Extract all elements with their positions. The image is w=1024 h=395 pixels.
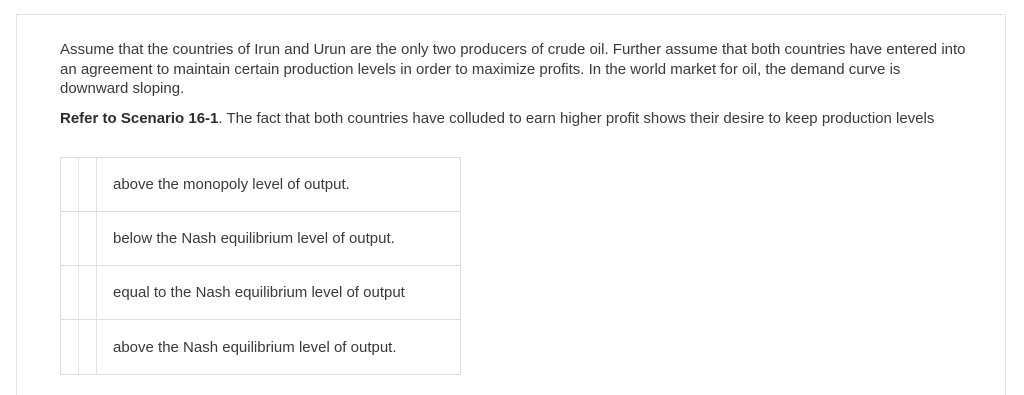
answer-option-label: above the Nash equilibrium level of output. <box>113 338 397 356</box>
scenario-reference: Refer to Scenario 16-1 <box>60 109 219 127</box>
option-strike-cell[interactable] <box>79 320 97 374</box>
answer-option-4[interactable] <box>61 320 460 374</box>
answer-option-2[interactable] <box>61 212 460 266</box>
answer-option-label: equal to the Nash equilibrium level of output <box>113 284 405 301</box>
answer-option-1[interactable] <box>61 158 460 212</box>
option-select-cell[interactable] <box>61 158 79 211</box>
question-prompt <box>60 109 970 129</box>
answer-option-3[interactable] <box>61 266 460 320</box>
question-prompt-text: . The fact that both countries have colluded to earn higher profit shows their desire to keep production levels <box>218 109 935 127</box>
option-strike-cell[interactable] <box>79 266 97 319</box>
option-select-cell[interactable] <box>61 212 79 265</box>
question-intro: Assume that the countries of Irun and Urun are the only two producers of crude oil. Further assume that both countries have entered into an agreement to maintain certain production levels in order to maximize profits. In the world market for oil, the demand curve is downward sloping. <box>60 41 966 97</box>
option-select-cell[interactable] <box>61 320 79 374</box>
answer-option-label: below the Nash equilibrium level of output. <box>113 230 395 247</box>
answer-option-label: above the monopoly level of output. <box>113 176 350 193</box>
question-text <box>60 40 970 128</box>
option-strike-cell[interactable] <box>79 158 97 211</box>
option-select-cell[interactable] <box>61 266 79 319</box>
option-strike-cell[interactable] <box>79 212 97 265</box>
answer-options <box>60 157 461 375</box>
